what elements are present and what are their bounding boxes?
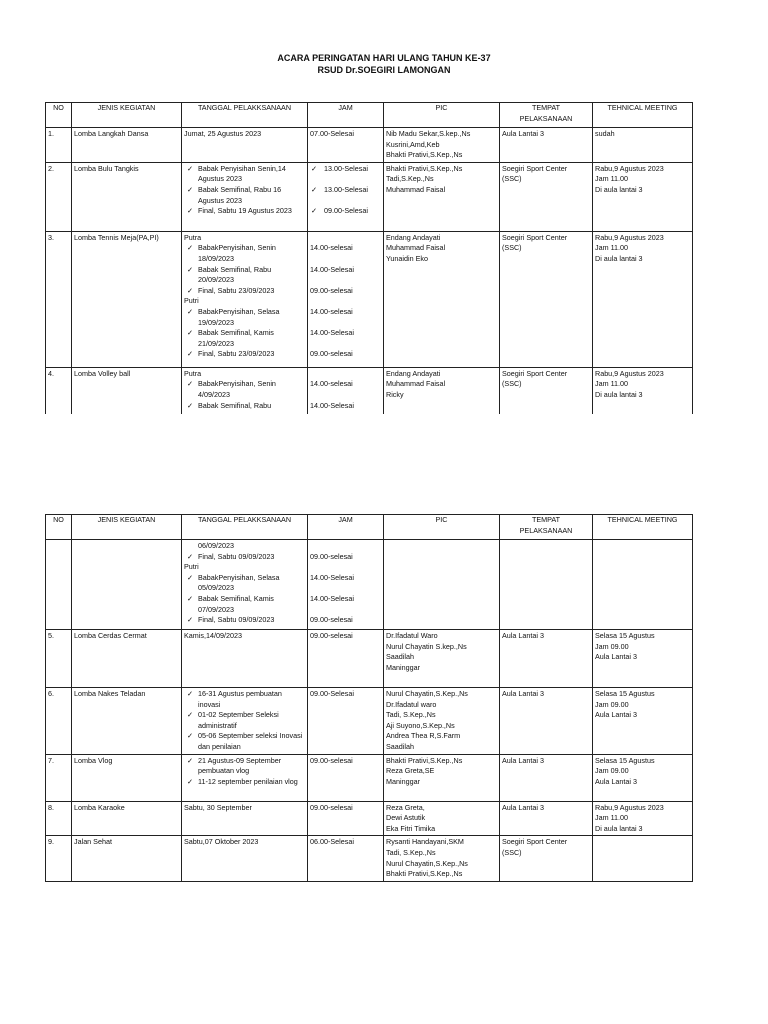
schedule-text: Putri — [184, 296, 199, 306]
jam-line — [310, 369, 381, 380]
schedule-text: Kamis,14/09/2023 — [184, 631, 242, 640]
tm-line: Jam 09.00 — [595, 766, 629, 776]
header-tempat-line: PELAKSANAAN — [519, 113, 573, 123]
table-header-row — [46, 515, 693, 540]
pic-name: Nib Madu Sekar,S.kep.,Ns — [386, 129, 471, 138]
cell-technical-meeting — [593, 128, 693, 163]
schedule-check-item: ✓ BabakPenyisihan, Selasa 19/09/2023 — [187, 306, 280, 327]
pic-name: Nurul Chayatin,S.Kep.,Ns — [386, 858, 468, 868]
jam-line: 07.00-Selesai — [310, 129, 354, 138]
jam-line: 09.00-selesai — [310, 615, 353, 625]
check-icon: ✓ — [187, 306, 194, 316]
cell-jam — [308, 630, 384, 688]
check-icon: ✓ — [187, 163, 194, 173]
pic-name: Reza Greta, — [386, 802, 425, 812]
header-jenis-kegiatan: JENIS KEGIATAN — [72, 103, 182, 128]
tempat-line: (SSC) — [502, 243, 522, 253]
cell-pic — [384, 836, 500, 881]
jam-line — [310, 174, 381, 185]
tm-line: Aula Lantai 3 — [595, 710, 637, 720]
cell-technical-meeting — [593, 540, 693, 630]
jam-line: 06.00-Selesai — [310, 837, 354, 847]
header-jam: JAM — [308, 515, 384, 540]
header-pic: PIC — [384, 515, 500, 540]
jam-line: 09.00-selesai — [310, 551, 353, 561]
jam-line: 14.00-selesai — [310, 306, 353, 316]
tm-line: Selasa 15 Agustus — [595, 631, 655, 640]
tempat-line: Soegiri Sport Center — [502, 837, 568, 847]
schedule-check-item: ✓ 21 Agustus-09 September pembuatan vlog — [187, 755, 282, 776]
jam-line: ✓ 09.00-Selesai — [311, 206, 368, 216]
schedule-table-page-1 — [45, 102, 693, 414]
cell-pic — [384, 367, 500, 414]
pic-name: Rysanti Handayani,SKM — [386, 837, 464, 847]
table-row — [46, 836, 693, 881]
tm-line: Aula Lantai 3 — [595, 776, 637, 786]
cell-pic — [384, 540, 500, 630]
cell-technical-meeting — [593, 630, 693, 688]
schedule-check-item: ✓ 11-12 september penilaian vlog — [187, 776, 298, 786]
jam-line — [310, 254, 381, 265]
pic-name: Nurul Chayatin,S.Kep.,Ns — [386, 689, 468, 698]
pic-name: Bhakti Prativi,S.Kep.,Ns — [386, 150, 463, 160]
cell-jenis-kegiatan: Lomba Langkah Dansa — [72, 128, 182, 163]
jam-line: ✓ 13.00-Selesai — [311, 163, 368, 173]
jam-line: 14.00-selesai — [310, 243, 353, 253]
check-icon: ✓ — [187, 285, 194, 295]
schedule-check-item: ✓ Final, Sabtu 09/09/2023 — [187, 615, 275, 625]
check-icon: ✓ — [187, 593, 194, 603]
schedule-text: Putra — [184, 232, 202, 242]
tm-line: Selasa 15 Agustus — [595, 689, 655, 698]
cell-pic — [384, 231, 500, 367]
cell-technical-meeting — [593, 367, 693, 414]
cell-jenis-kegiatan: Lomba Karaoke — [72, 801, 182, 836]
cell-tanggal — [182, 754, 308, 801]
schedule-text: Putri — [184, 562, 199, 572]
pic-name: Dr.Ifadatul waro — [386, 699, 437, 709]
cell-no: 8. — [46, 801, 72, 836]
pic-name: Dewi Astutik — [386, 813, 426, 823]
cell-jenis-kegiatan: Lomba Cerdas Cermat — [72, 630, 182, 688]
table-row — [46, 128, 693, 163]
cell-tempat — [500, 836, 593, 881]
jam-line: 14.00-selesai — [310, 379, 353, 389]
jam-line: 09.00-Selesai — [310, 689, 354, 698]
cell-tanggal — [182, 688, 308, 755]
cell-jam — [308, 540, 384, 630]
pic-name: Eka Fitri Timika — [386, 823, 436, 833]
pic-name: Tadi,S.Kep.,Ns — [386, 174, 434, 184]
header-tempat-line: PELAKSANAAN — [519, 525, 573, 535]
cell-jam — [308, 367, 384, 414]
check-icon: ✓ — [187, 349, 194, 359]
schedule-text: Sabtu,07 Oktober 2023 — [184, 837, 259, 847]
cell-jenis-kegiatan: Jalan Sehat — [72, 836, 182, 881]
cell-pic — [384, 630, 500, 688]
table-row — [46, 801, 693, 836]
cell-tanggal — [182, 231, 308, 367]
tm-line: Jam 11.00 — [595, 379, 629, 389]
table-row — [46, 754, 693, 801]
cell-no: 1. — [46, 128, 72, 163]
schedule-check-item: ✓ Babak Semifinal, Kamis 07/09/2023 — [187, 593, 274, 614]
cell-tanggal — [182, 128, 308, 163]
check-icon: ✓ — [311, 206, 318, 216]
tm-line: Jam 11.00 — [595, 174, 629, 184]
cell-technical-meeting — [593, 231, 693, 367]
jam-line — [310, 233, 381, 244]
cell-technical-meeting — [593, 162, 693, 231]
header-no: NO — [46, 103, 72, 128]
cell-pic — [384, 128, 500, 163]
check-icon: ✓ — [187, 710, 194, 720]
check-icon: ✓ — [187, 776, 194, 786]
jam-line: 09.00-selesai — [310, 802, 353, 812]
tempat-line: Aula Lantai 3 — [502, 802, 544, 812]
tm-line: Di aula lantai 3 — [595, 253, 643, 263]
cell-tempat — [500, 540, 593, 630]
schedule-check-item: ✓ Final, Sabtu 19 Agustus 2023 — [187, 206, 292, 216]
jam-line — [310, 583, 381, 594]
cell-tanggal — [182, 836, 308, 881]
tm-line: Selasa 15 Agustus — [595, 755, 655, 765]
pic-name: Saadilah — [386, 741, 414, 751]
pic-name: Bhakti Prativi,S.Kep.,Ns — [386, 163, 463, 173]
document-subtitle: RSUD Dr.SOEGIRI LAMONGAN — [317, 65, 451, 75]
schedule-check-item: ✓ Babak Semifinal, Rabu 16 Agustus 2023 — [187, 184, 282, 205]
jam-line — [310, 296, 381, 307]
pic-name: Nurul Chayatin S.kep.,Ns — [386, 641, 467, 651]
jam-line — [310, 390, 381, 401]
schedule-text: Putra — [184, 368, 202, 378]
cell-technical-meeting — [593, 688, 693, 755]
pic-name: Maninggar — [386, 662, 420, 672]
table-row — [46, 540, 693, 630]
pic-name: Aji Suyono,S.Kep.,Ns — [386, 720, 455, 730]
cell-tempat — [500, 231, 593, 367]
cell-tempat — [500, 128, 593, 163]
check-icon: ✓ — [187, 264, 194, 274]
schedule-check-item: ✓ 05-06 September seleksi Inovasi dan penilaian — [187, 731, 303, 751]
cell-no: 9. — [46, 836, 72, 881]
cell-jenis-kegiatan — [72, 540, 182, 630]
tempat-line: Aula Lantai 3 — [502, 755, 544, 765]
jam-line: 09.00-selesai — [310, 285, 353, 295]
cell-tempat — [500, 162, 593, 231]
cell-pic — [384, 801, 500, 836]
header-tempat-line: TEMPAT — [531, 103, 561, 112]
check-icon: ✓ — [311, 184, 318, 194]
jam-line — [310, 605, 381, 616]
schedule-check-item: ✓ Final, Sabtu 09/09/2023 — [187, 551, 275, 561]
header-tempat-line: TEMPAT — [531, 515, 561, 524]
tm-line: Rabu,9 Agustus 2023 — [595, 368, 664, 378]
header-tempat — [500, 103, 593, 128]
jam-line: 14.00-Selesai — [310, 593, 354, 603]
check-icon: ✓ — [187, 206, 194, 216]
header-no: NO — [46, 515, 72, 540]
tm-line: sudah — [595, 129, 615, 138]
schedule-check-item: ✓ BabakPenyisihan, Senin 4/09/2023 — [187, 379, 276, 399]
cell-jenis-kegiatan: Lomba Nakes Teladan — [72, 688, 182, 755]
jam-line: 09.00-selesai — [310, 755, 353, 765]
check-icon: ✓ — [187, 551, 194, 561]
cell-tempat — [500, 688, 593, 755]
cell-tanggal — [182, 801, 308, 836]
pic-name: Endang Andayati — [386, 232, 441, 242]
pic-name: Maninggar — [386, 776, 420, 786]
check-icon: ✓ — [187, 755, 194, 765]
pic-name: Kusrini,Amd,Keb — [386, 139, 440, 149]
cell-no: 3. — [46, 231, 72, 367]
cell-jenis-kegiatan: Lomba Tennis Meja(PA,PI) — [72, 231, 182, 367]
cell-no: 4. — [46, 367, 72, 414]
header-tanggal: TANGGAL PELAKKSANAAN — [182, 103, 308, 128]
tm-line: Rabu,9 Agustus 2023 — [595, 163, 664, 173]
schedule-text: Jumat, 25 Agustus 2023 — [184, 129, 262, 138]
table-row — [46, 231, 693, 367]
table-row — [46, 367, 693, 414]
cell-tempat — [500, 367, 593, 414]
pic-name: Muhammad Faisal — [386, 184, 446, 194]
schedule-check-item: ✓ Babak Semifinal, Rabu 20/09/2023 — [187, 264, 272, 285]
jam-line: ✓ 13.00-Selesai — [311, 184, 368, 194]
cell-technical-meeting — [593, 801, 693, 836]
jam-line: 14.00-Selesai — [310, 400, 354, 410]
schedule-check-item: ✓ BabakPenyisihan, Selasa 05/09/2023 — [187, 572, 280, 593]
pic-name: Ricky — [386, 389, 404, 399]
jam-line: 14.00-Selesai — [310, 264, 354, 274]
header-tempat — [500, 515, 593, 540]
pic-name: Tadi, S.Kep.,Ns — [386, 847, 436, 857]
cell-pic — [384, 162, 500, 231]
header-jenis-kegiatan: JENIS KEGIATAN — [72, 515, 182, 540]
jam-line — [310, 318, 381, 329]
header-tanggal: TANGGAL PELAKKSANAAN — [182, 515, 308, 540]
cell-jam — [308, 231, 384, 367]
schedule-check-item: ✓ Final, Sabtu 23/09/2023 — [187, 349, 275, 359]
schedule-check-item: ✓ Babak Semifinal, Rabu — [187, 400, 272, 410]
tempat-line: (SSC) — [502, 174, 522, 184]
tempat-line: Soegiri Sport Center — [502, 368, 568, 378]
cell-jam — [308, 162, 384, 231]
jam-line — [310, 196, 381, 207]
pic-name: Bhakti Prativi,S.Kep.,Ns — [386, 869, 463, 879]
tm-line: Di aula lantai 3 — [595, 184, 643, 194]
tm-line: Aula Lantai 3 — [595, 652, 637, 662]
table-row — [46, 630, 693, 688]
check-icon: ✓ — [187, 615, 194, 625]
cell-jam — [308, 688, 384, 755]
tm-line: Di aula lantai 3 — [595, 823, 643, 833]
cell-jenis-kegiatan: Lomba Vlog — [72, 754, 182, 801]
jam-line: 14.00-Selesai — [310, 328, 354, 338]
schedule-check-item: ✓ Final, Sabtu 23/09/2023 — [187, 285, 275, 295]
pic-name: Yunaidin Eko — [386, 253, 428, 263]
tempat-line: Aula Lantai 3 — [502, 689, 544, 698]
tm-line: Jam 09.00 — [595, 699, 629, 709]
table-row — [46, 688, 693, 755]
check-icon: ✓ — [187, 243, 194, 253]
pic-name: Andrea Thea R,S.Farm — [386, 731, 461, 741]
schedule-check-item: ✓ Babak Penyisihan Senin,14 Agustus 2023 — [187, 163, 286, 184]
table-header-row — [46, 103, 693, 128]
tm-line: Di aula lantai 3 — [595, 389, 643, 399]
cell-tanggal — [182, 162, 308, 231]
jam-line: 09.00-selesai — [310, 631, 353, 640]
schedule-check-item: ✓ BabakPenyisihan, Senin 18/09/2023 — [187, 243, 276, 263]
pic-name: Dr.Ifadatul Waro — [386, 631, 438, 640]
cell-tanggal — [182, 540, 308, 630]
schedule-check-item: ✓ Babak Semifinal, Kamis 21/09/2023 — [187, 328, 274, 348]
table-row — [46, 162, 693, 231]
document-title: ACARA PERINGATAN HARI ULANG TAHUN KE-37 — [277, 53, 491, 63]
jam-line: 14.00-Selesai — [310, 572, 354, 582]
check-icon: ✓ — [187, 400, 194, 410]
cell-pic — [384, 688, 500, 755]
tempat-line: (SSC) — [502, 847, 522, 857]
cell-no — [46, 540, 72, 630]
jam-line — [310, 275, 381, 286]
cell-pic — [384, 754, 500, 801]
tempat-line: Aula Lantai 3 — [502, 631, 544, 640]
schedule-table-page-2 — [45, 514, 693, 882]
header-pic: PIC — [384, 103, 500, 128]
pic-name: Tadi, S.Kep.,Ns — [386, 710, 436, 720]
tm-line: Rabu,9 Agustus 2023 — [595, 232, 664, 242]
pic-name: Endang Andayati — [386, 368, 441, 378]
check-icon: ✓ — [187, 689, 194, 698]
schedule-text: Sabtu, 30 September — [184, 802, 252, 812]
tempat-line: (SSC) — [502, 379, 522, 389]
check-icon: ✓ — [187, 572, 194, 582]
pic-name: Saadilah — [386, 652, 414, 662]
cell-no: 6. — [46, 688, 72, 755]
cell-jam — [308, 754, 384, 801]
jam-line: 09.00-selesai — [310, 349, 353, 359]
cell-technical-meeting — [593, 754, 693, 801]
tempat-line: Soegiri Sport Center — [502, 232, 568, 242]
jam-line — [310, 562, 381, 573]
tempat-line: Aula Lantai 3 — [502, 129, 544, 138]
check-icon: ✓ — [187, 184, 194, 194]
cell-tempat — [500, 754, 593, 801]
check-icon: ✓ — [187, 328, 194, 338]
cell-tanggal — [182, 630, 308, 688]
tm-line: Jam 09.00 — [595, 641, 629, 651]
check-icon: ✓ — [187, 731, 194, 741]
pic-name: Muhammad Faisal — [386, 243, 446, 253]
pic-name: Muhammad Faisal — [386, 379, 446, 389]
pic-name: Reza Greta,SE — [386, 766, 435, 776]
pic-name: Bhakti Prativi,S.Kep.,Ns — [386, 755, 463, 765]
schedule-check-item: ✓ 01-02 September Seleksi administratif — [187, 710, 279, 730]
schedule-check-item: ✓ 16-31 Agustus pembuatan inovasi — [187, 689, 282, 709]
header-technical-meeting: TEHNICAL MEETING — [593, 103, 693, 128]
cell-technical-meeting — [593, 836, 693, 881]
cell-no: 2. — [46, 162, 72, 231]
cell-no: 5. — [46, 630, 72, 688]
jam-line — [310, 339, 381, 350]
tm-line: Jam 11.00 — [595, 813, 629, 823]
cell-no: 7. — [46, 754, 72, 801]
header-jam: JAM — [308, 103, 384, 128]
tm-line: Jam 11.00 — [595, 243, 629, 253]
check-icon: ✓ — [187, 379, 194, 389]
cell-jam — [308, 801, 384, 836]
cell-tempat — [500, 630, 593, 688]
cell-jam — [308, 836, 384, 881]
cell-jam — [308, 128, 384, 163]
cell-tanggal — [182, 367, 308, 414]
cell-tempat — [500, 801, 593, 836]
jam-line — [310, 541, 381, 552]
cell-jenis-kegiatan: Lomba Bulu Tangkis — [72, 162, 182, 231]
tm-line: Rabu,9 Agustus 2023 — [595, 802, 664, 812]
header-technical-meeting: TEHNICAL MEETING — [593, 515, 693, 540]
schedule-text: 06/09/2023 — [198, 541, 234, 550]
tempat-line: Soegiri Sport Center — [502, 163, 568, 173]
check-icon: ✓ — [311, 163, 318, 173]
cell-jenis-kegiatan: Lomba Volley ball — [72, 367, 182, 414]
